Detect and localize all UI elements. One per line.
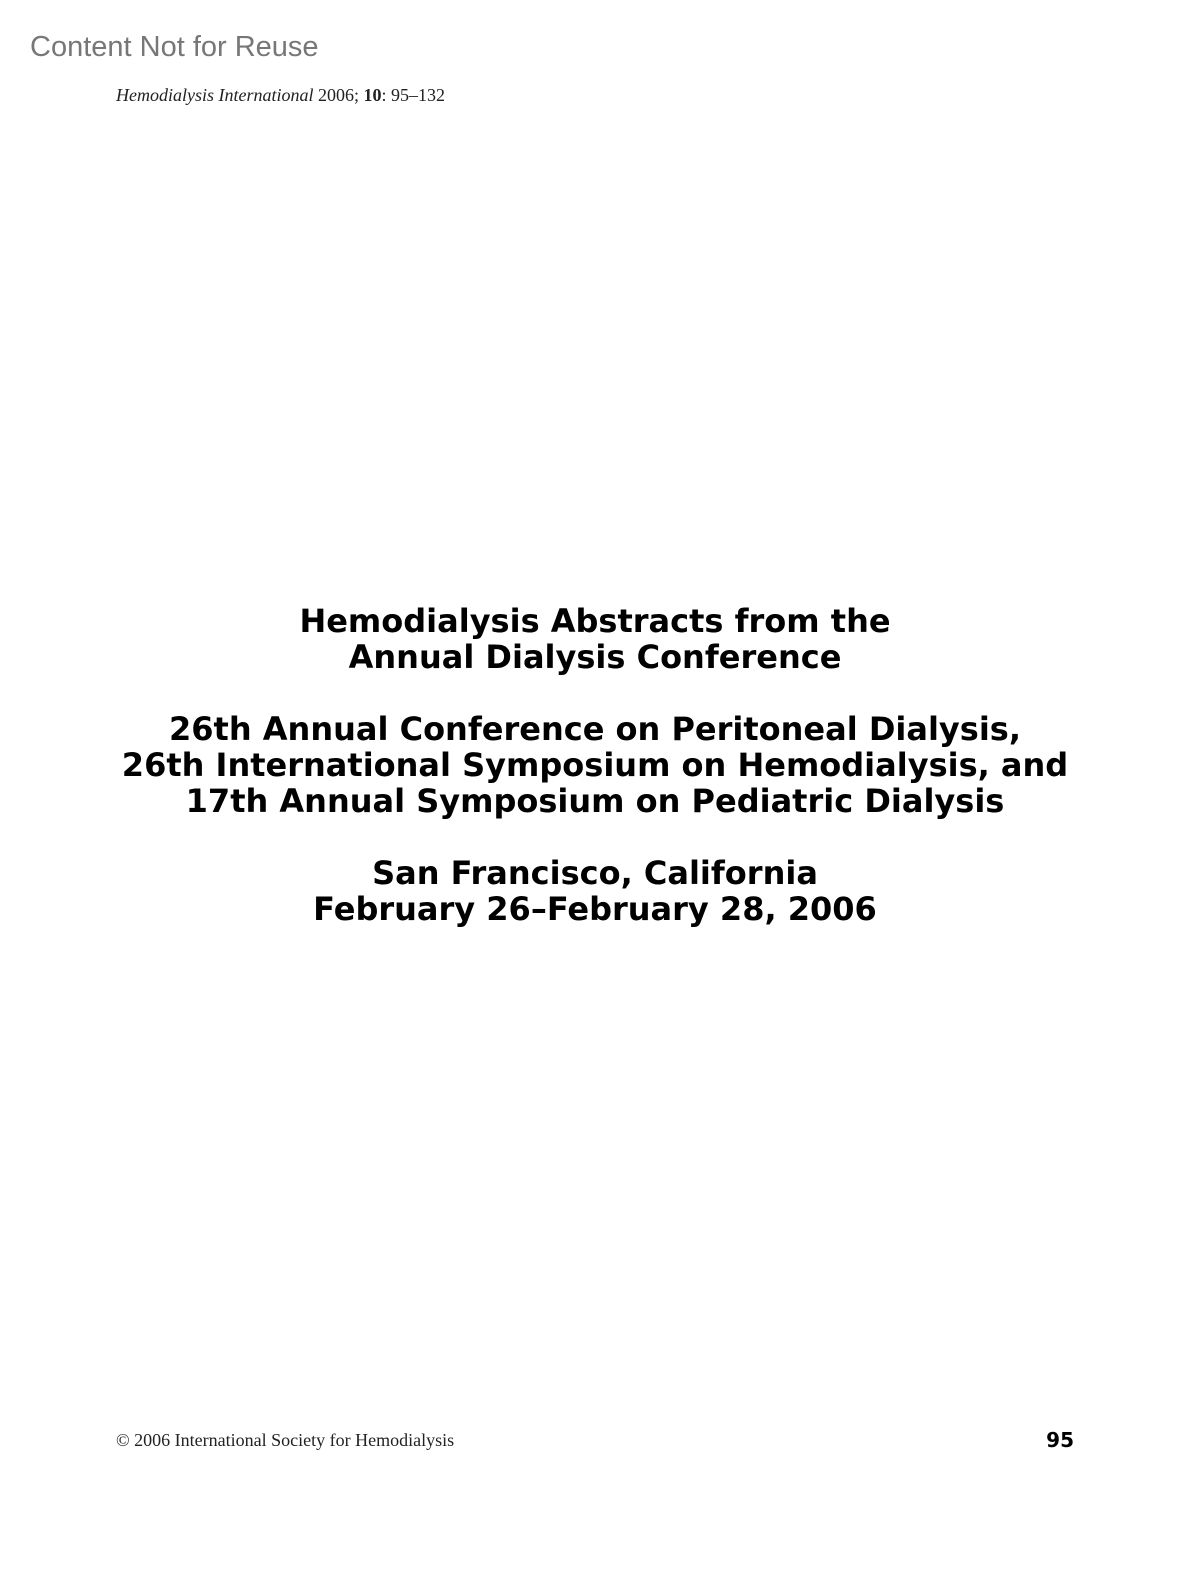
page-number: 95 [1046, 1428, 1074, 1452]
dates-line: February 26–February 28, 2006 [313, 890, 877, 928]
abstracts-heading [0, 603, 1190, 675]
heading-line: Annual Dialysis Conference [348, 638, 842, 676]
citation-year: 2006; [313, 85, 364, 105]
running-head-citation [116, 85, 445, 107]
citation-volume: 10 [363, 85, 382, 105]
watermark-text: Content Not for Reuse [30, 31, 319, 63]
location-line: San Francisco, California [372, 854, 818, 892]
journal-name: Hemodialysis International [116, 85, 314, 105]
heading-line: Hemodialysis Abstracts from the [299, 602, 891, 640]
conference-line: 17th Annual Symposium on Pediatric Dialysis [185, 782, 1005, 820]
citation-pages: : 95–132 [381, 85, 446, 105]
copyright-notice: © 2006 International Society for Hemodialysis [116, 1430, 455, 1450]
conference-line: 26th International Symposium on Hemodialysis, and [121, 746, 1069, 784]
title-block [0, 603, 1190, 927]
conference-names [0, 711, 1190, 819]
location-and-dates [0, 855, 1190, 927]
conference-line: 26th Annual Conference on Peritoneal Dialysis, [169, 710, 1021, 748]
